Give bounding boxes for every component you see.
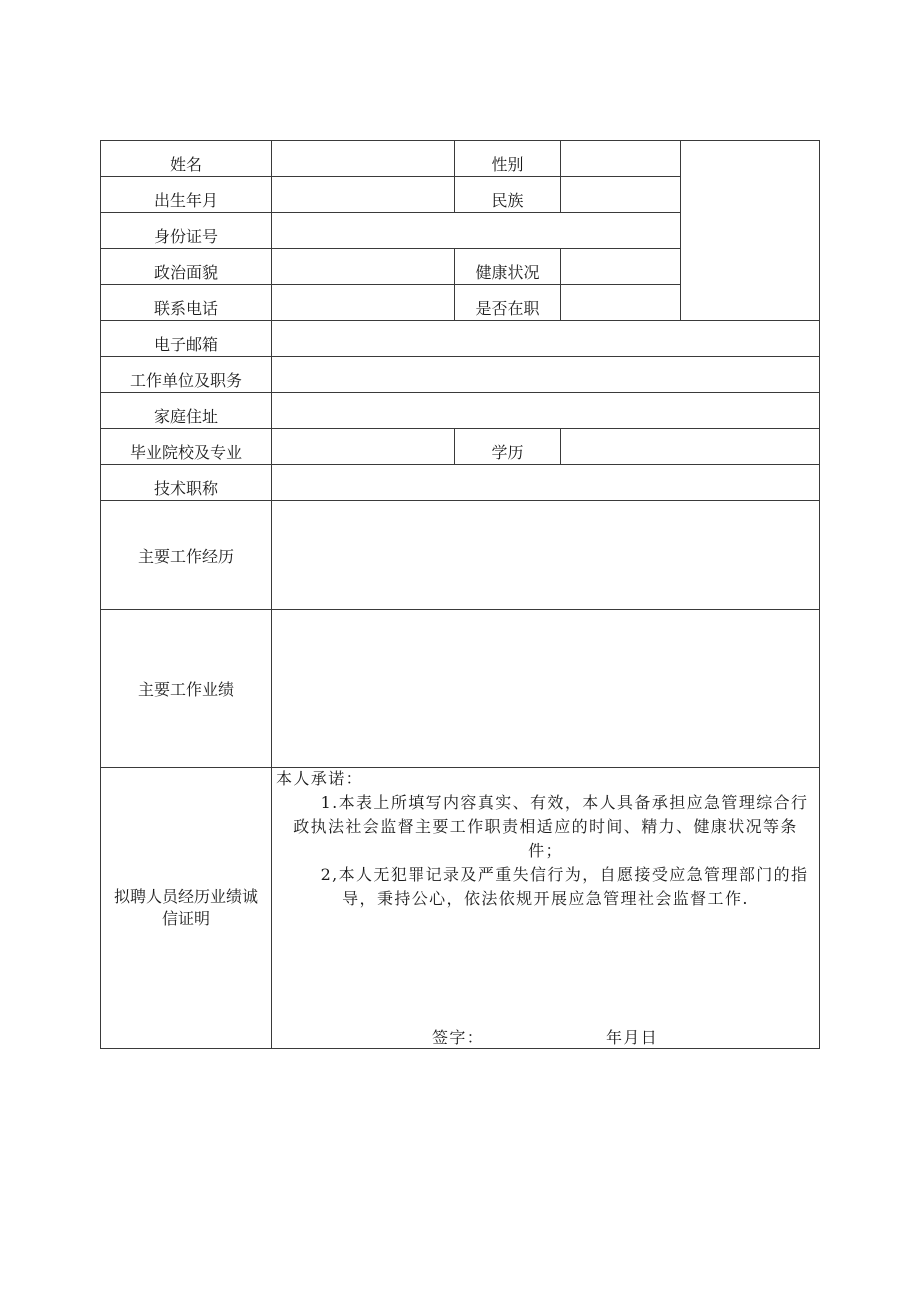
- gender-label: 性别: [455, 141, 561, 177]
- employed-label: 是否在职: [455, 285, 561, 321]
- id-number-field[interactable]: [272, 213, 681, 249]
- birth-date-field[interactable]: [272, 177, 455, 213]
- ethnicity-field[interactable]: [561, 177, 681, 213]
- tech-title-label: 技术职称: [101, 465, 272, 501]
- address-label: 家庭住址: [101, 393, 272, 429]
- work-experience-label: 主要工作经历: [101, 501, 272, 610]
- work-achievements-field[interactable]: [272, 610, 820, 768]
- work-achievements-label: 主要工作业绩: [101, 610, 272, 768]
- photo-box[interactable]: [681, 141, 820, 321]
- email-label: 电子邮箱: [101, 321, 272, 357]
- phone-label: 联系电话: [101, 285, 272, 321]
- pledge-item-2: 2,本人无犯罪记录及严重失信行为，自愿接受应急管理部门的指导，秉持公心，依法依规开展应急管理社会监督工作.: [320, 865, 809, 908]
- name-field[interactable]: [272, 141, 455, 177]
- phone-field[interactable]: [272, 285, 455, 321]
- school-major-field[interactable]: [272, 429, 455, 465]
- ethnicity-label: 民族: [455, 177, 561, 213]
- school-major-label: 毕业院校及专业: [101, 429, 272, 465]
- workplace-field[interactable]: [272, 357, 820, 393]
- education-label: 学历: [455, 429, 561, 465]
- employed-field[interactable]: [561, 285, 681, 321]
- pledge-cell: [272, 768, 820, 1049]
- signature-label: 签字：: [432, 1028, 485, 1047]
- email-field[interactable]: [272, 321, 820, 357]
- id-number-label: 身份证号: [101, 213, 272, 249]
- political-status-label: 政治面貌: [101, 249, 272, 285]
- birth-date-label: 出生年月: [101, 177, 272, 213]
- education-field[interactable]: [561, 429, 820, 465]
- date-label: 年月日: [606, 1028, 659, 1047]
- work-experience-field[interactable]: [272, 501, 820, 610]
- pledge-title: 本人承诺：: [276, 769, 364, 788]
- name-label: 姓名: [101, 141, 272, 177]
- gender-field[interactable]: [561, 141, 681, 177]
- integrity-proof-label: 拟聘人员经历业绩诚信证明: [101, 768, 272, 1049]
- health-status-field[interactable]: [561, 249, 681, 285]
- pledge-item-1: 1.本表上所填写内容真实、有效，本人具备承担应急管理综合行政执法社会监督主要工作职责相适应的时间、精力、健康状况等条件；: [293, 793, 809, 860]
- registration-form-table: [100, 140, 820, 1049]
- workplace-label: 工作单位及职务: [101, 357, 272, 393]
- address-field[interactable]: [272, 393, 820, 429]
- tech-title-field[interactable]: [272, 465, 820, 501]
- health-status-label: 健康状况: [455, 249, 561, 285]
- political-status-field[interactable]: [272, 249, 455, 285]
